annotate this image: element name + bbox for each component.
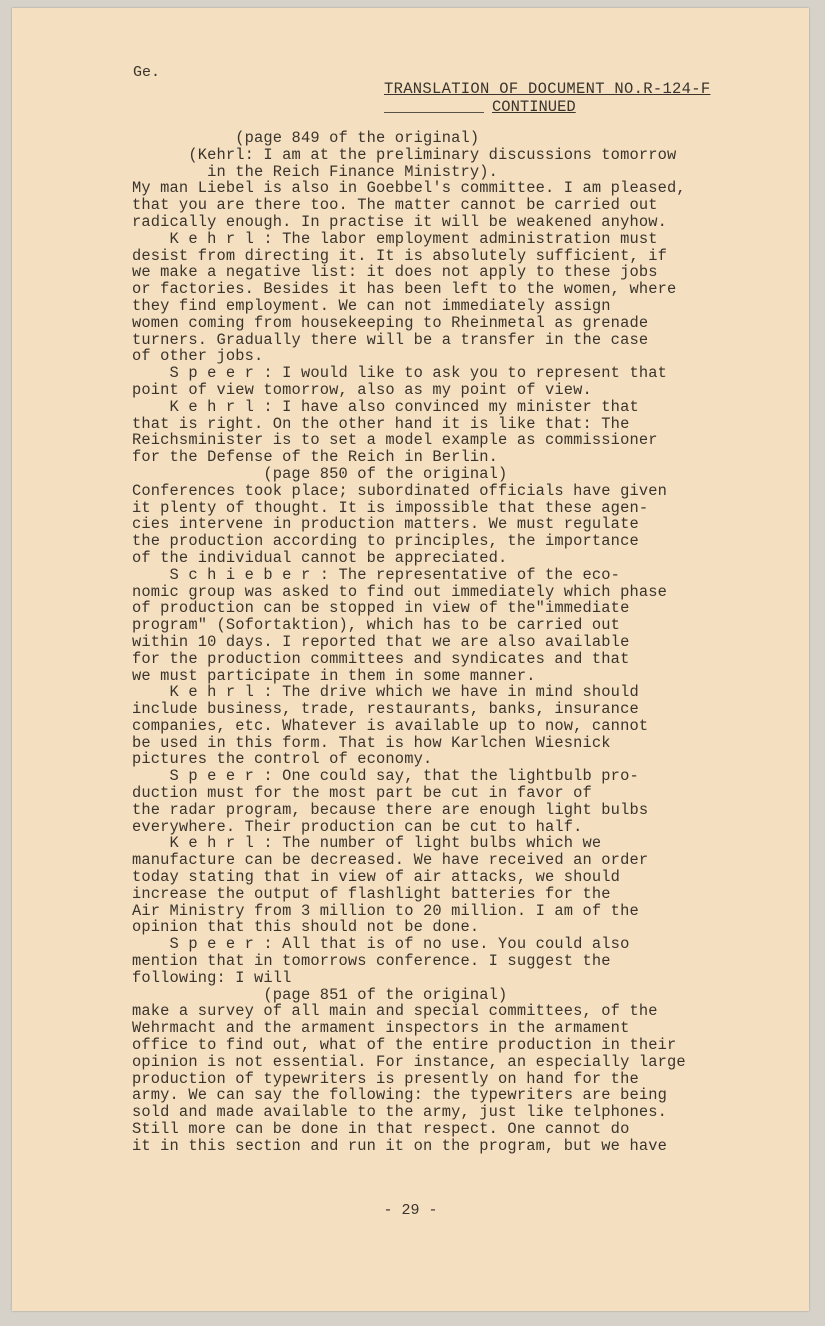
- document-title: TRANSLATION OF DOCUMENT NO.R-124-F: [384, 80, 711, 98]
- body-text: (page 849 of the original) (Kehrl: I am at the preliminary discussions tomorrow in the Reich Finance Ministry). My man Liebel is also in Goebbel's committee. I am pleased, that you are there too. The matter cannot be carried out radically enough. In practise it will be weakened anyhow. K e h r l : The labor employment administration must desist from directing it. It is absolutely sufficient, if we make a negative list: it does not apply to these jobs or factories. Besides it has been left to the women, where they find employment. We can not immediately assign women coming from housekeeping to Rheinmetal as grenade turners. Gradually there will be a transfer in the case of other jobs. S p e e r : I would like to ask you to represent that point of view tomorrow, also as my point of view. K e h r l : I have also convinced my minister that that is right. On the other hand it is like that: The Reichsminister is to set a model example as commissioner for the Defense of the Reich in Berlin. (page 850 of the original) Conferences took place; subordinated officials have given it plenty of thought. It is impossible that these agen- cies intervene in production matters. We must regulate the production according to principles, the importance of the individual cannot be appreciated. S c h i e b e r : The representative of the eco- nomic group was asked to find out immediately which phase of production can be stopped in view of the"immediate program" (Sofortaktion), which has to be carried out within 10 days. I reported that we are also available for the production committees and syndicates and that we must participate in them in some manner. K e h r l : The drive which we have in mind should include business, trade, restaurants, banks, insurance companies, etc. Whatever is available up to now, cannot be used in this form. That is how Karlchen Wiesnick pictures the control of economy. S p e e r : One could say, that the lightbulb pro- duction must for the most part be cut in favor of the radar program, because there are enough light bulbs everywhere. Their production can be cut to half. K e h r l : The number of light bulbs which we manufacture can be decreased. We have received an order today stating that in view of air attacks, we should increase the output of flashlight batteries for the Air Ministry from 3 million to 20 million. I am of the opinion that this should not be done. S p e e r : All that is of no use. You could also mention that in tomorrows conference. I suggest the following: I will (page 851 of the original) make a survey of all main and special committees, of the Wehrmacht and the armament inspectors in the armament office to find out, what of the entire production in their opinion is not essential. For instance, an especially large production of typewriters is presently on hand for the army. We can say the following: the typewriters are being sold and made available to the army, just like telphones. Still more can be done in that respect. One cannot do it in this section and run it on the program, but we have: [132, 129, 686, 1155]
- title-underline: [384, 112, 484, 113]
- document-page: [12, 8, 809, 1311]
- typist-initials: Ge.: [133, 64, 161, 81]
- page-number: - 29 -: [383, 1202, 438, 1219]
- document-subtitle: CONTINUED: [492, 98, 576, 116]
